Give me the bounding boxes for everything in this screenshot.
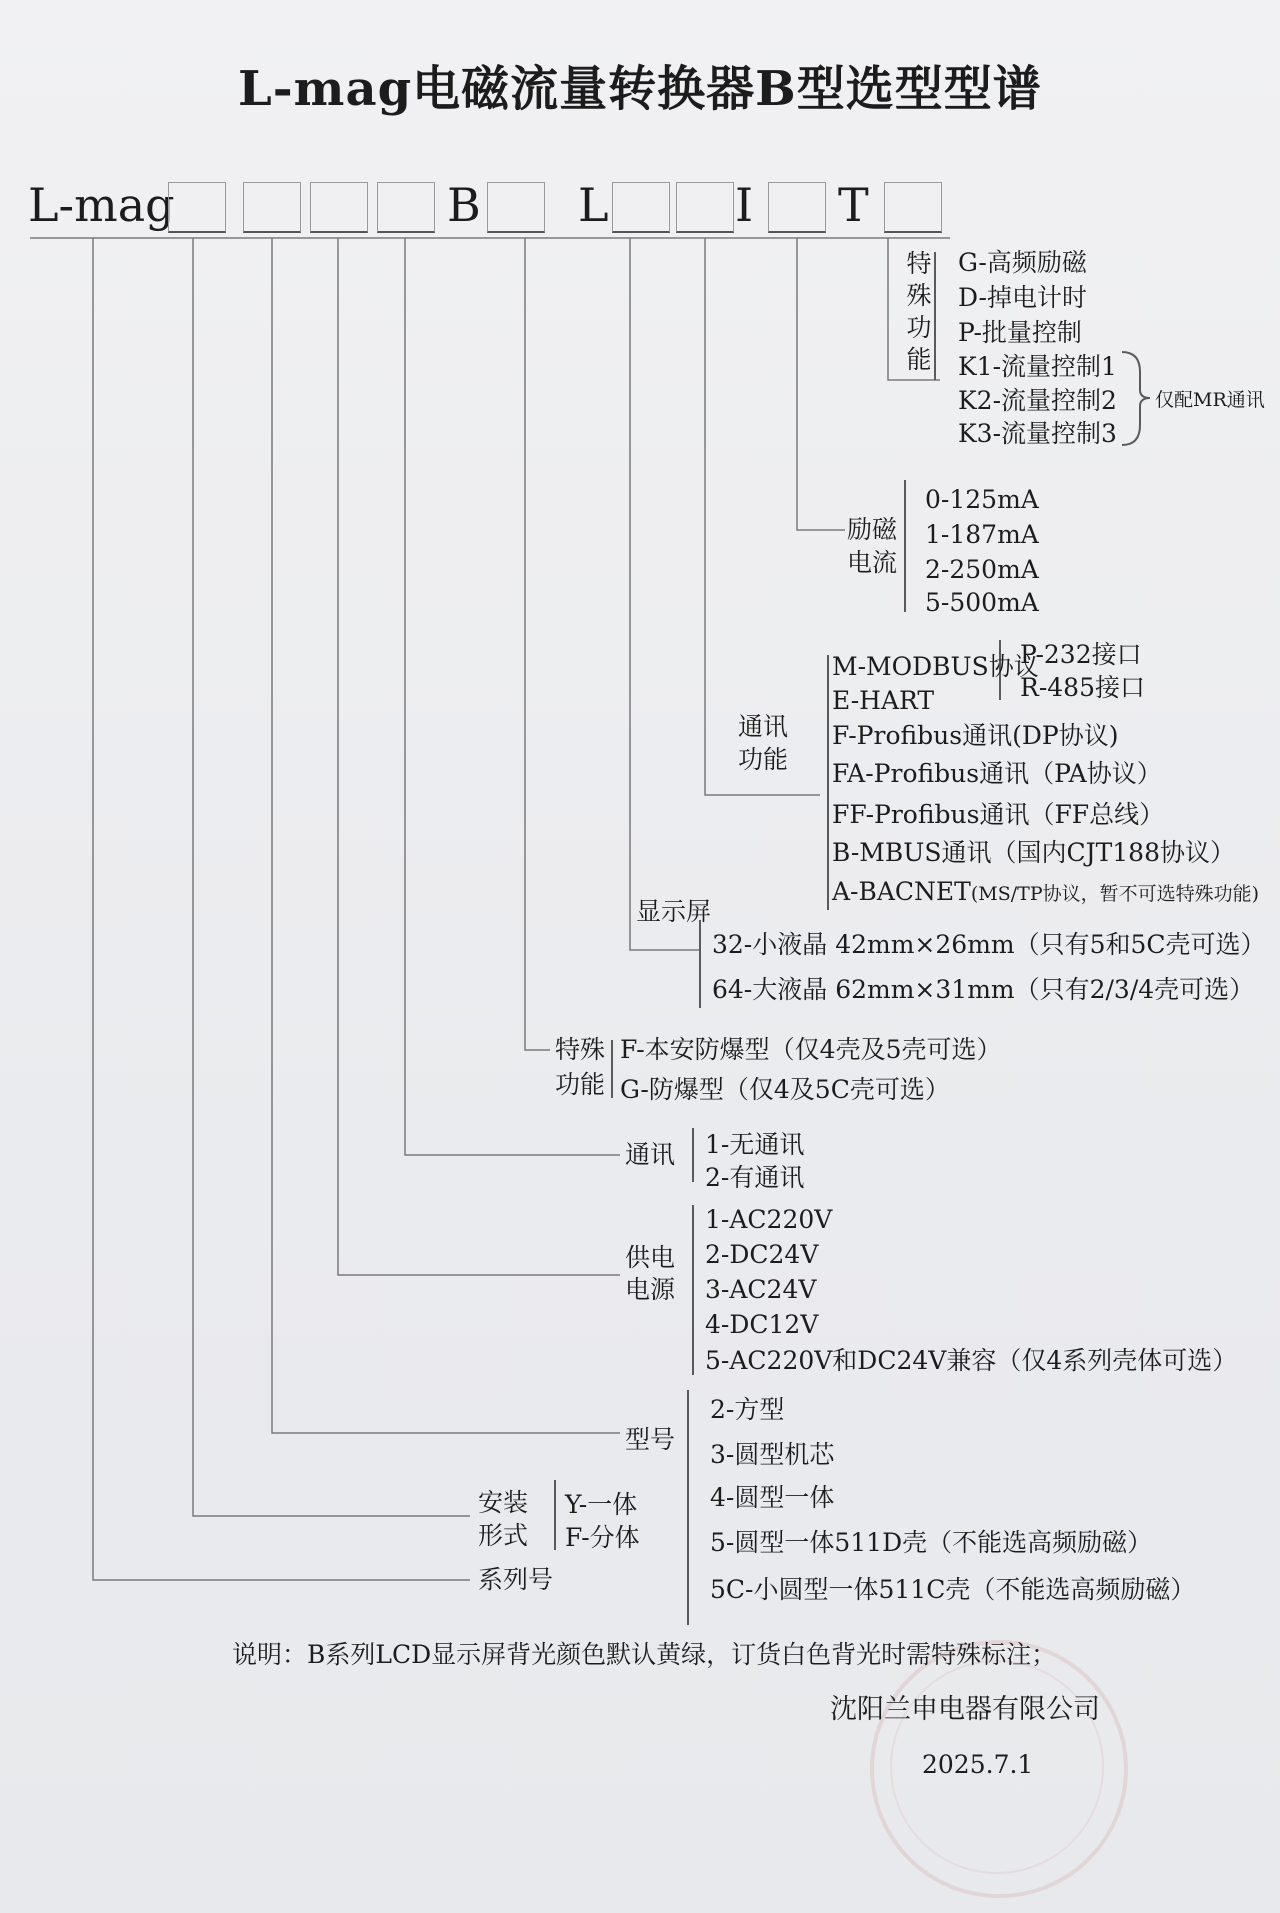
communication-item: FF-Profibus通讯（FF总线） xyxy=(832,800,1165,829)
modbus-sub-item: P-232接口 xyxy=(1020,640,1142,669)
special-function-item: D-掉电计时 xyxy=(958,283,1087,312)
excitation-item: 1-187mA xyxy=(925,520,1039,549)
install-label-2: 形式 xyxy=(478,1521,529,1550)
excitation-item: 2-250mA xyxy=(925,555,1039,584)
note-text: 说明：B系列LCD显示屏背光颜色默认黄绿，订货白色背光时需特殊标注； xyxy=(232,1640,1057,1669)
model-item: 3-圆型机芯 xyxy=(710,1440,835,1469)
bacnet-item xyxy=(832,877,1259,909)
communication-item: FA-Profibus通讯（PA协议） xyxy=(832,759,1162,788)
install-label-1: 安装 xyxy=(478,1488,529,1517)
code-letter-i: I xyxy=(735,178,754,232)
code-box-power xyxy=(310,182,368,233)
power-label-1: 供电 xyxy=(625,1243,676,1272)
power-item: 2-DC24V xyxy=(705,1240,819,1269)
model-item: 5-圆型一体511D壳（不能选高频励磁） xyxy=(710,1528,1153,1557)
special-function-item: K1-流量控制1 xyxy=(958,352,1117,381)
series-label: 系列号 xyxy=(478,1565,554,1594)
bacnet-note: (MS/TP协议，暂不可选特殊功能) xyxy=(970,883,1260,905)
excitation-item: 0-125mA xyxy=(925,485,1039,514)
code-box-excitation xyxy=(768,182,826,233)
install-item: F-分体 xyxy=(565,1523,640,1552)
display-item: 32-小液晶 42mm×26mm（只有5和5C壳可选） xyxy=(712,930,1266,959)
code-letter-t: T xyxy=(838,178,869,232)
power-item: 5-AC220V和DC24V兼容（仅4系列壳体可选） xyxy=(705,1346,1238,1375)
special-function-label-char: 能 xyxy=(906,345,932,374)
explosion-label-1: 特殊 xyxy=(555,1035,606,1064)
code-box-communication xyxy=(676,182,734,233)
excitation-label-1: 励磁 xyxy=(847,515,898,544)
code-box-display xyxy=(612,182,670,233)
communication-function-label-2: 功能 xyxy=(738,745,789,774)
bacnet-label: A-BACNET xyxy=(832,877,971,906)
excitation-label-2: 电流 xyxy=(847,548,898,577)
communication-item: B-MBUS通讯（国内CJT188协议） xyxy=(832,838,1235,867)
comm-item: 1-无通讯 xyxy=(705,1130,805,1159)
comm-label: 通讯 xyxy=(625,1140,676,1169)
code-box-explosion xyxy=(487,182,545,233)
model-item: 5C-小圆型一体511C壳（不能选高频励磁） xyxy=(710,1575,1196,1604)
model-item: 2-方型 xyxy=(710,1395,785,1424)
modbus-item: M-MODBUS协议 xyxy=(832,652,1039,681)
special-function-item: K3-流量控制3 xyxy=(958,419,1117,448)
special-function-item: K2-流量控制2 xyxy=(958,386,1117,415)
code-box-install xyxy=(168,182,226,233)
company-name: 沈阳兰申电器有限公司 xyxy=(830,1694,1100,1725)
code-prefix: L-mag xyxy=(28,178,175,232)
code-box-comm xyxy=(377,182,435,233)
explosion-label-2: 功能 xyxy=(555,1070,606,1099)
communication-function-label-1: 通讯 xyxy=(738,712,789,741)
code-box-special xyxy=(884,182,942,233)
special-function-item: G-高频励磁 xyxy=(958,248,1087,277)
special-function-label-char: 特 xyxy=(906,249,932,278)
modbus-sub-item: R-485接口 xyxy=(1020,673,1145,702)
special-function-label-char: 殊 xyxy=(906,281,932,310)
document-date: 2025.7.1 xyxy=(922,1750,1034,1779)
model-label: 型号 xyxy=(625,1425,676,1454)
special-function-label-char: 功 xyxy=(906,313,932,342)
power-item: 1-AC220V xyxy=(705,1205,833,1234)
communication-item: F-Profibus通讯(DP协议) xyxy=(832,721,1119,750)
comm-item: 2-有通讯 xyxy=(705,1163,805,1192)
communication-item: E-HART xyxy=(832,686,935,715)
mr-note: 仅配MR通讯 xyxy=(1155,389,1265,411)
excitation-item: 5-500mA xyxy=(925,588,1039,617)
code-letter-b: B xyxy=(447,178,481,232)
special-function-label xyxy=(905,248,933,376)
display-label: 显示屏 xyxy=(636,897,712,926)
model-item: 4-圆型一体 xyxy=(710,1483,835,1512)
explosion-item: G-防爆型（仅4及5C壳可选） xyxy=(620,1075,950,1104)
power-label-2: 电源 xyxy=(625,1275,676,1304)
code-letter-l: L xyxy=(578,178,609,232)
special-function-item: P-批量控制 xyxy=(958,318,1082,347)
power-item: 3-AC24V xyxy=(705,1275,817,1304)
install-item: Y-一体 xyxy=(565,1490,638,1519)
page-title: L-mag电磁流量转换器B型选型型谱 xyxy=(238,61,1042,117)
power-item: 4-DC12V xyxy=(705,1310,819,1339)
display-item: 64-大液晶 62mm×31mm（只有2/3/4壳可选） xyxy=(712,975,1255,1004)
explosion-item: F-本安防爆型（仅4壳及5壳可选） xyxy=(620,1035,1002,1064)
code-box-model xyxy=(243,182,301,233)
